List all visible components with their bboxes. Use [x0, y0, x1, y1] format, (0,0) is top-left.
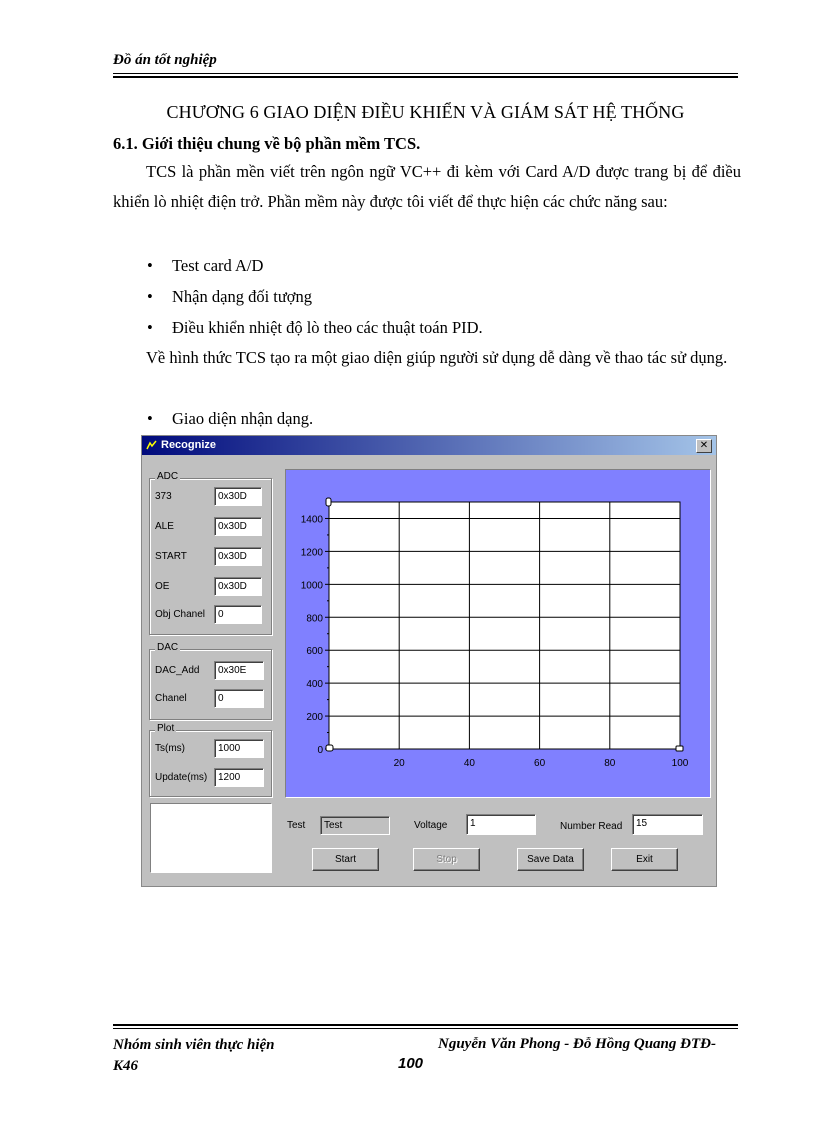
- y-tick-label: 200: [306, 712, 323, 724]
- exit-button[interactable]: Exit: [611, 848, 678, 871]
- adc-ale-label: ALE: [155, 521, 174, 532]
- plot-ts-input[interactable]: 1000: [214, 739, 264, 758]
- footer-rule-thick: [113, 1024, 738, 1026]
- y-tick-label: 1200: [300, 547, 323, 559]
- adc-obj-chanel-label: Obj Chanel: [155, 609, 206, 620]
- x-tick-label: 40: [463, 758, 475, 769]
- y-tick-label: 800: [306, 613, 323, 625]
- paragraph-interface: [113, 343, 741, 373]
- section-title: 6.1. Giới thiệu chung về bộ phần mềm TCS.: [113, 134, 421, 153]
- bullet-item: • Điều khiển nhiệt độ lò theo các thuật toán PID.: [172, 318, 483, 338]
- plot-area: [329, 502, 680, 749]
- dac-group-title: DAC: [157, 642, 179, 653]
- close-icon[interactable]: ✕: [696, 439, 712, 453]
- adc-oe-label: OE: [155, 581, 170, 592]
- y-tick-label: 400: [306, 679, 323, 691]
- bullet-item: • Test card A/D: [172, 256, 263, 276]
- plot-update-input[interactable]: 1200: [214, 768, 264, 787]
- number-read-label: Number Read: [560, 821, 623, 832]
- y-tick-label: 0: [317, 745, 323, 756]
- app-icon: [146, 440, 157, 451]
- adc-obj-chanel-input[interactable]: 0: [214, 605, 262, 624]
- x-axis-cursor: [676, 746, 683, 751]
- dac-add-input[interactable]: 0x30E: [214, 661, 264, 680]
- chapter-title: CHƯƠNG 6 GIAO DIỆN ĐIỀU KHIỂN VÀ GIÁM SÁT HỆ THỐNG: [166, 102, 685, 122]
- origin-cursor: [326, 745, 333, 751]
- stop-button[interactable]: Stop: [413, 848, 480, 871]
- y-tick-label: 600: [306, 646, 323, 658]
- plot-group-title: Plot: [157, 723, 175, 734]
- dac-group: [149, 649, 272, 720]
- paragraph-intro: [113, 157, 741, 217]
- footer-rule-thin: [113, 1028, 738, 1029]
- adc-ale-input[interactable]: 0x30D: [214, 517, 262, 536]
- x-tick-label: 20: [393, 758, 405, 769]
- save-data-button[interactable]: Save Data: [517, 848, 584, 871]
- y-tick-label: 1000: [300, 580, 323, 592]
- footer-group-label: Nhóm sinh viên thực hiện: [113, 1037, 275, 1053]
- dialog-title: Recognize: [161, 439, 217, 451]
- paragraph-intro-text: TCS là phần mền viết trên ngôn ngữ VC++ đi kèm với Card A/D được trang bị để điều khiển lò nhiệt điện trở. Phần mềm này được tôi viết để thực hiện các chức năng sau:: [113, 162, 741, 211]
- recognition-chart: [286, 470, 710, 797]
- y-tick-label: 1400: [300, 514, 323, 526]
- adc-373-input[interactable]: 0x30D: [214, 487, 262, 506]
- voltage-input[interactable]: 1: [466, 814, 536, 835]
- header-rule-thick: [113, 76, 738, 78]
- status-box: [150, 803, 272, 873]
- x-tick-label: 60: [534, 758, 546, 769]
- plot-frame: [285, 469, 711, 798]
- adc-oe-input[interactable]: 0x30D: [214, 577, 262, 596]
- test-field: Test: [320, 816, 390, 835]
- bullet-item: • Giao diện nhận dạng.: [172, 409, 313, 429]
- bullet-item: • Nhận dạng đối tượng: [172, 287, 312, 307]
- dialog-titlebar[interactable]: [142, 436, 716, 455]
- page-number: 100: [398, 1055, 424, 1072]
- adc-373-label: 373: [155, 491, 172, 502]
- x-tick-label: 80: [604, 758, 616, 769]
- footer-class: K46: [113, 1058, 139, 1074]
- document-header: Đồ án tốt nghiệp: [113, 52, 217, 68]
- plot-ts-label: Ts(ms): [155, 743, 185, 754]
- x-tick-label: 100: [671, 758, 689, 769]
- plot-update-label: Update(ms): [155, 772, 208, 783]
- dac-add-label: DAC_Add: [155, 665, 200, 676]
- dac-chanel-input[interactable]: 0: [214, 689, 264, 708]
- voltage-label: Voltage: [414, 820, 448, 831]
- adc-group-title: ADC: [157, 471, 179, 482]
- recognize-dialog: [141, 435, 717, 887]
- adc-start-input[interactable]: 0x30D: [214, 547, 262, 566]
- test-label: Test: [287, 820, 306, 831]
- adc-start-label: START: [155, 551, 187, 562]
- start-button[interactable]: Start: [312, 848, 379, 871]
- number-read-input[interactable]: 15: [632, 814, 703, 835]
- footer-authors: Nguyễn Văn Phong - Đỗ Hồng Quang ĐTĐ-: [438, 1036, 716, 1052]
- header-rule-thin: [113, 73, 738, 74]
- dac-chanel-label: Chanel: [155, 693, 187, 704]
- y-axis-cursor: [326, 498, 331, 506]
- paragraph-interface-text: Về hình thức TCS tạo ra một giao diện giúp người sử dụng dễ dàng về thao tác sử dụng.: [146, 348, 728, 367]
